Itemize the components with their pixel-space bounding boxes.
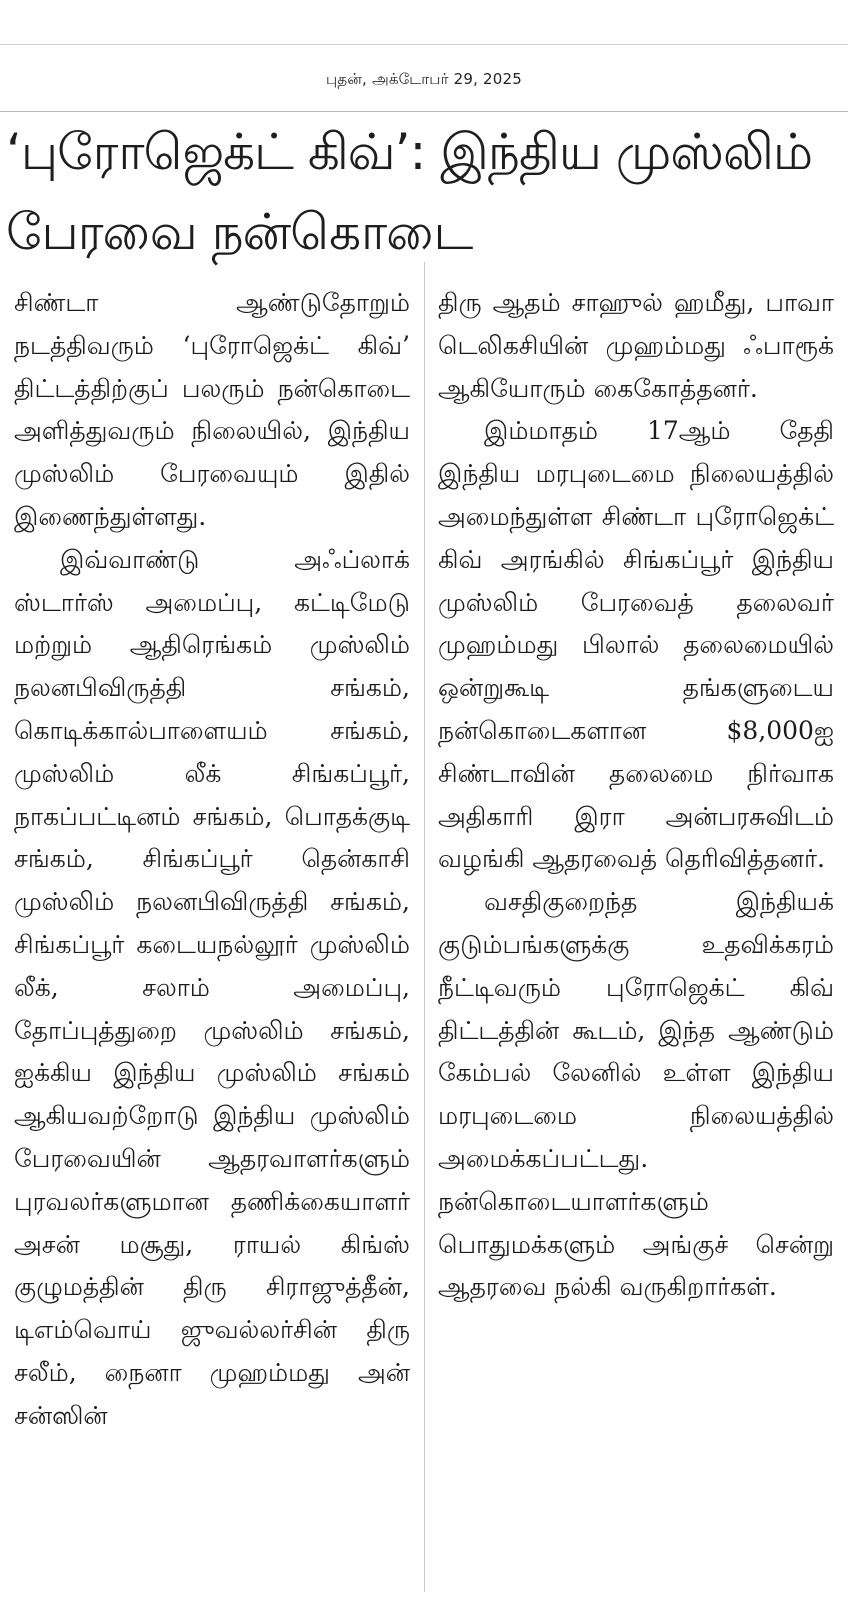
paragraph-contributors-continued: திரு ஆதம் சாஹுல் ஹமீது, பாவா டெலிகசியின் முஹம்மது ஃபாரூக் ஆகியோரும் கைகோத்தனர். [438,288,834,403]
paragraph-intro: சிண்டா ஆண்டுதோறும் நடத்திவரும் ‘புரோஜெக்ட் கிவ்’ திட்டத்திற்குப் பலரும் நன்கொடை அளித்துவரும் நிலையில், இந்திய முஸ்லிம் பேரவையும் இதில் இணைந்துள்ளது. [14,288,410,531]
headline: ‘புரோஜெக்ட் கிவ்’: இந்திய முஸ்லிம் பேரவை நன்கொடை [6,123,813,261]
left-column [14,282,410,1438]
dateline: புதன், அக்டோபர் 29, 2025 [325,70,523,88]
paragraph-contributors: இவ்வாண்டு அஃப்லாக் ஸ்டார்ஸ் அமைப்பு, கட்டிமேடு மற்றும் ஆதிரெங்கம் முஸ்லிம் நலனபிவிருத்தி சங்கம், கொடிக்கால்பாளையம் சங்கம், முஸ்லிம் லீக் சிங்கப்பூர், நாகப்பட்டினம் சங்கம், பொதக்குடி சங்கம், சிங்கப்பூர் தென்காசி முஸ்லிம் நலனபிவிருத்தி சங்கம், சிங்கப்பூர் கடையநல்லூர் முஸ்லிம் லீக், சலாம் அமைப்பு, தோப்புத்துறை முஸ்லிம் சங்கம், ஐக்கிய இந்திய முஸ்லிம் சங்கம் ஆகியவற்றோடு இந்திய முஸ்லிம் பேரவையின் ஆதரவாளர்களும் புரவலர்களுமான தணிக்கையாளர் அசன் மசூது, ராயல் கிங்ஸ் குழுமத்தின் திரு சிராஜுத்தீன், டிஎம்வொய் ஜுவல்லர்சின் திரு சலீம், நைனா முஹம்மது அன் சன்ஸின் [14,544,410,1430]
right-column [438,282,834,1309]
article-body [0,282,848,1592]
paragraph-project-give: வசதிகுறைந்த இந்தியக் குடும்பங்களுக்கு உதவிக்கரம் நீட்டிவரும் புரோஜெக்ட் கிவ் திட்டத்தின் கூடம், இந்த ஆண்டும் கேம்பல் லேனில் உள்ள இந்திய மரபுடைமை நிலையத்தில் அமைக்கப்பட்டது. நன்கொடையாளர்களும் பொதுமக்களும் அங்குச் சென்று ஆதரவை நல்கி வருகிறார்கள். [438,887,834,1302]
top-divider [0,44,848,45]
paragraph-donation: இம்மாதம் 17ஆம் தேதி இந்திய மரபுடைமை நிலையத்தில் அமைந்துள்ள சிண்டா புரோஜெக்ட் கிவ் அரங்கில் சிங்கப்பூர் இந்திய முஸ்லிம் பேரவைத் தலைவர் முஹம்மது பிலால் தலைமையில் ஒன்றுகூடி தங்களுடைய நன்கொடைகளான $8,000ஐ சிண்டாவின் தலைமை நிர்வாக அதிகாரி இரா அன்பரசுவிடம் வழங்கி ஆதரவைத் தெரிவித்தனர். [438,416,834,874]
